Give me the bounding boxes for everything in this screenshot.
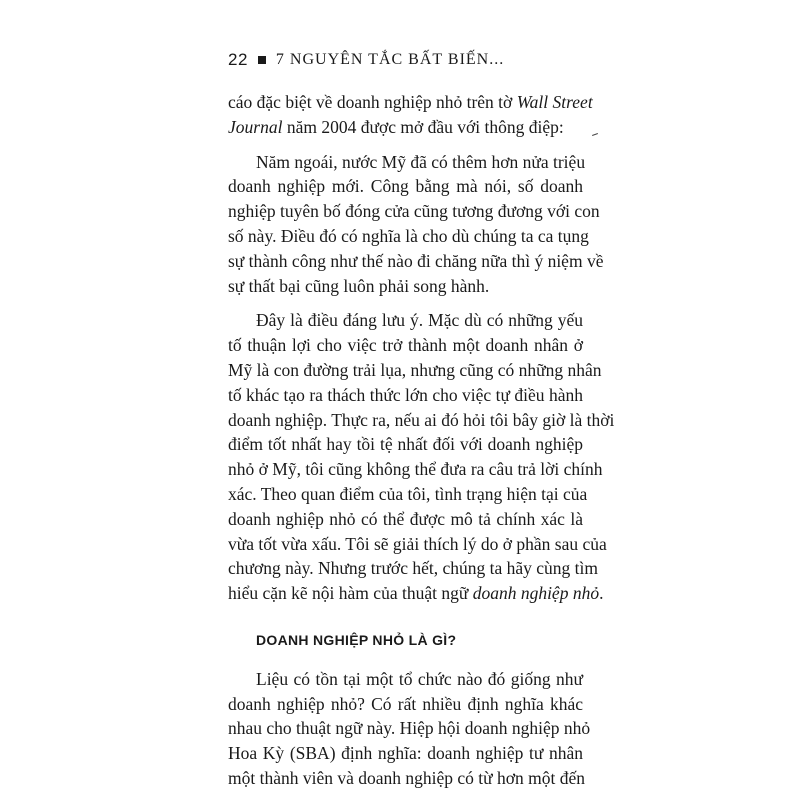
text-line: Năm ngoái, nước Mỹ đã có thêm hơn nửa triệu bbox=[256, 151, 586, 172]
last-line-end: . bbox=[599, 583, 604, 604]
book-title: 7 NGUYÊN TẮC BẤT BIẾN... bbox=[275, 51, 505, 68]
running-header bbox=[228, 50, 504, 70]
intro-line-2 bbox=[228, 115, 583, 140]
text-line-last bbox=[228, 581, 604, 606]
intro-italic-2: Journal bbox=[228, 116, 283, 137]
paragraph-3 bbox=[228, 667, 591, 791]
body-text bbox=[228, 90, 615, 791]
intro-italic-1: Wall Street bbox=[516, 92, 593, 112]
section-heading: DOANH NGHIỆP NHỎ LÀ GÌ? bbox=[256, 631, 457, 648]
text-line: sự thất bại cũng luôn phải song hành. bbox=[228, 275, 490, 296]
text-line: Mỹ là con đường trải lụa, nhưng cũng có những nhân bbox=[228, 359, 602, 380]
text-line: một thành viên và doanh nghiệp có từ hơn một đến bbox=[228, 767, 586, 788]
text-line: nhỏ ở Mỹ, tôi cũng không thể đưa ra câu trả lời chính bbox=[228, 459, 603, 480]
text-line: nghiệp tuyên bố đóng cửa cũng tương đương với con bbox=[228, 201, 600, 222]
text-line: tố khác tạo ra thách thức lớn cho việc tự điều hành bbox=[228, 384, 583, 405]
stray-mark bbox=[592, 133, 598, 136]
intro-text-1: cáo đặc biệt về doanh nghiệp nhỏ trên tờ bbox=[228, 92, 517, 112]
text-line: chương này. Nhưng trước hết, chúng ta hãy cùng tìm bbox=[228, 558, 598, 579]
last-line-italic: doanh nghiệp nhỏ bbox=[472, 583, 600, 604]
text-line: doanh nghiệp. Thực ra, nếu ai đó hỏi tôi bây giờ là thời bbox=[228, 409, 615, 430]
text-line: sự thành công như thế nào đi chăng nữa thì ý niệm về bbox=[228, 250, 604, 271]
paragraph-2 bbox=[228, 308, 615, 606]
intro-paragraph bbox=[228, 90, 593, 140]
text-line: Liệu có tồn tại một tổ chức nào đó giống như bbox=[256, 668, 583, 689]
text-line: nhau cho thuật ngữ này. Hiệp hội doanh nghiệp nhỏ bbox=[228, 718, 591, 739]
intro-line-1 bbox=[228, 90, 593, 115]
text-line: vừa tốt vừa xấu. Tôi sẽ giải thích lý do ở phần sau của bbox=[228, 533, 607, 554]
page-number: 22 bbox=[228, 50, 248, 69]
intro-text-2: năm 2004 được mở đầu với thông điệp: bbox=[282, 116, 564, 137]
text-line: Đây là điều đáng lưu ý. Mặc dù có những yếu bbox=[256, 310, 583, 331]
text-line: doanh nghiệp nhỏ? Có rất nhiều định nghĩa khác bbox=[228, 693, 583, 714]
quote-paragraph bbox=[228, 150, 604, 299]
text-line: điểm tốt nhất hay tồi tệ nhất đối với doanh nghiệp bbox=[228, 434, 583, 455]
text-line: xác. Theo quan điểm của tôi, tình trạng hiện tại của bbox=[228, 483, 588, 504]
text-line: Hoa Kỳ (SBA) định nghĩa: doanh nghiệp tư nhân bbox=[228, 743, 583, 764]
text-line: doanh nghiệp mới. Công bằng mà nói, số doanh bbox=[228, 176, 583, 197]
text-line: tố thuận lợi cho việc trở thành một doanh nhân ở bbox=[228, 335, 583, 356]
black-square-icon bbox=[258, 56, 266, 64]
text-line: doanh nghiệp nhỏ có thể được mô tả chính xác là bbox=[228, 508, 583, 529]
text-line: số này. Điều đó có nghĩa là cho dù chúng ta ca tụng bbox=[228, 225, 589, 246]
last-line-text: hiểu cặn kẽ nội hàm của thuật ngữ bbox=[228, 583, 473, 604]
